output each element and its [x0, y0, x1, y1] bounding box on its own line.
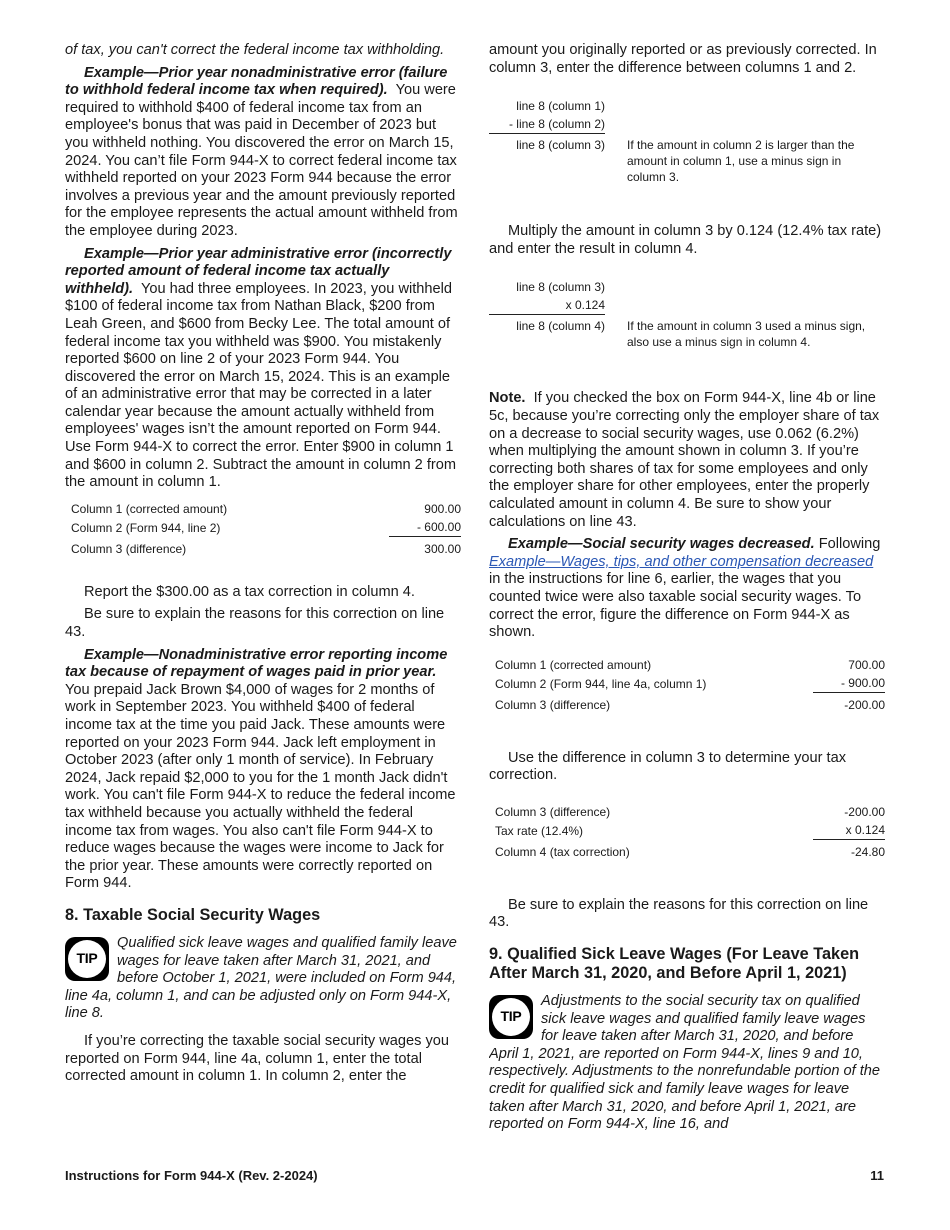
- tip-icon: [65, 937, 109, 981]
- row-value: - 900.00: [813, 674, 885, 693]
- note-label: Note.: [489, 390, 526, 407]
- table-row: [495, 840, 885, 861]
- report-paragraph: Report the $300.00 as a tax correction in column 4.: [84, 583, 415, 600]
- tip-box-section-8: [65, 935, 461, 1023]
- row-value: - 600.00: [389, 518, 461, 537]
- calc-line: line 8 (column 3): [516, 280, 605, 295]
- row-value: 700.00: [848, 657, 885, 672]
- calc-line: - line 8 (column 2): [489, 115, 605, 134]
- row-value: 300.00: [424, 541, 461, 556]
- table-row: [495, 674, 885, 693]
- left-column: [65, 42, 461, 1091]
- example-body: You had three employees. In 2023, you withheld $100 of federal income tax from Nathan Black, $200 from Leah Green, and $600 from Becky Lee. The total amount of federal income tax you withheld was $900. You mistakenly reported $600 on line 2 of your 2023 Form 944. You discovered the error on March 15, 2024. This is an example of an administrative error that may be corrected in a later calendar year because the amount actually withheld from employees' wages isn’t the amount reported on Form 944. Use Form 944-X to correct the error. Enter $900 in column 1 and $600 in column 2. Subtract the amount in column 2 from the amount in column 1.: [65, 280, 457, 491]
- table-row: [71, 518, 461, 537]
- calc-row: [489, 134, 885, 185]
- row-value: -200.00: [844, 804, 885, 819]
- calc-line: x 0.124: [489, 296, 605, 315]
- example-heading: Example—Nonadministrative error reporting income tax because of repayment of wages paid in prior year.: [65, 646, 448, 681]
- calc-line: line 8 (column 3): [516, 138, 605, 153]
- calc-note: If the amount in column 2 is larger than the amount in column 1, use a minus sign in column 3.: [627, 138, 855, 185]
- correcting-paragraph: If you’re correcting the taxable social security wages you reported on Form 944, line 4a, column 1, enter the total corrected amount in column 1. In column 2, enter the: [65, 1032, 450, 1085]
- tip-box-section-9: [489, 993, 885, 1134]
- table-row: [495, 803, 885, 821]
- right-column: [489, 42, 885, 1144]
- note-paragraph: [489, 390, 885, 531]
- example-body: You were required to withhold $400 of federal income tax from an employee's bonus that was paid in December of 2023 but you withheld nothing. You discovered the error on March 15, 2024. You can’t file Form 944-X to correct federal income tax withheld reported on your 2023 Form 944 because the error involves a previous year and the amount previously reported for the employee represents the actual amount withheld from the employee during 2023.: [65, 82, 458, 239]
- table-row: [495, 656, 885, 674]
- explain-paragraph: Be sure to explain the reasons for this correction on line 43.: [489, 896, 869, 931]
- line8-calc-2: [489, 278, 885, 350]
- example-body: You prepaid Jack Brown $4,000 of wages for 2 months of work in September 2023. You withheld $400 of federal income tax at the time you paid Jack. These amounts were reported on your 2023 Form 944. Jack left employment in October 2023 (after only 1 month of service). In February 2024, Jack repaid $2,000 to you for the 1 month Jack didn't work. You can't file Form 944-X to reduce the federal income tax withheld because you actually withheld the federal income tax from wages. You also can't file Form 944-X to reduce wages because the wages were income to Jack for the prior year. These amounts were correctly reported on Form 944.: [65, 681, 456, 892]
- example-ss-wages-decreased: [489, 536, 885, 642]
- note-body: If you checked the box on Form 944-X, line 4b or line 5c, because you’re correcting only the employer share of tax on a decrease to social security wages, use 0.062 (6.2%) when multiplying the amount shown in column 3. If you’re correcting both shares of tax for some employees and only the employer share for other employees, enter the properly calculated amount in column 4. Be sure to show your calculations on line 43.: [489, 390, 880, 530]
- example-prior-year-nonadmin: [65, 65, 461, 241]
- footer-title: Instructions for Form 944-X (Rev. 2-2024): [65, 1168, 318, 1183]
- tip-icon: [489, 995, 533, 1039]
- row-label: Column 3 (difference): [495, 804, 611, 819]
- calc-line: line 8 (column 1): [516, 99, 605, 114]
- page-number: 11: [870, 1168, 884, 1183]
- row-value: 900.00: [424, 501, 461, 516]
- continued-paragraph: amount you originally reported or as previously corrected. In column 3, enter the difference between columns 1 and 2.: [489, 42, 877, 76]
- tip-icon-label: TIP: [68, 940, 106, 978]
- table-row: [71, 500, 461, 518]
- table-row: [495, 693, 885, 714]
- example-heading: Example—Social security wages decreased.: [508, 536, 815, 553]
- use-difference-paragraph: Use the difference in column 3 to determine your tax correction.: [489, 749, 847, 784]
- tip-text: Qualified sick leave wages and qualified family leave wages for leave taken after March 31, 2021, and before October 1, 2021, were included on Form 944, line 4a, column 1, and can be adjusted only on Form 944-X, line 8.: [65, 934, 457, 1022]
- multiply-paragraph: Multiply the amount in column 3 by 0.124 (12.4% tax rate) and enter the result in column 4.: [489, 223, 882, 257]
- calc-row: [489, 115, 885, 134]
- example-repayment-wages: [65, 647, 461, 893]
- section-8-title: 8. Taxable Social Security Wages: [65, 905, 321, 924]
- tip-icon-label: TIP: [492, 998, 530, 1036]
- calc-row: [489, 296, 885, 315]
- row-label: Column 2 (Form 944, line 2): [71, 520, 221, 535]
- correction-table-2: [489, 656, 885, 714]
- calc-note: If the amount in column 3 used a minus sign, also use a minus sign in column 4.: [627, 319, 866, 350]
- row-label: Column 4 (tax correction): [495, 844, 630, 859]
- calc-row: [489, 97, 885, 115]
- tax-correction-table: [489, 803, 885, 861]
- calc-row: [489, 278, 885, 296]
- example-wages-link[interactable]: Example—Wages, tips, and other compensation decreased: [489, 553, 874, 570]
- tip-text: Adjustments to the social security tax on qualified sick leave wages and qualified family leave wages for leave taken after March 31, 2020, and before April 1, 2021, are reported on Form 944-X, lines 9 and 10, respectively. Adjustments to the nonrefundable portion of the credit for qualified sick and family leave wages for leave taken after March 31, 2020, and before April 1, 2021, are reported on Form 944-X, line 16, and: [489, 993, 881, 1133]
- row-value: -24.80: [850, 844, 885, 859]
- row-value: -200.00: [844, 697, 885, 712]
- correction-table-1: [65, 500, 461, 558]
- table-row: [71, 537, 461, 558]
- example-heading: Example—Prior year administrative error (incorrectly reported amount of federal income tax actually withheld).: [65, 245, 452, 297]
- explain-paragraph: Be sure to explain the reasons for this correction on line 43.: [65, 606, 445, 641]
- row-label: Column 3 (difference): [71, 541, 187, 556]
- row-label: Column 3 (difference): [495, 697, 611, 712]
- section-9-title: 9. Qualified Sick Leave Wages (For Leave Taken After March 31, 2020, and Before April 1, 2021): [489, 945, 860, 983]
- row-label: Column 1 (corrected amount): [71, 501, 228, 516]
- table-row: [495, 821, 885, 840]
- row-label: Tax rate (12.4%): [495, 823, 584, 838]
- line8-calc-1: [489, 97, 885, 185]
- row-label: Column 1 (corrected amount): [495, 657, 652, 672]
- intro-paragraph: of tax, you can't correct the federal income tax withholding.: [65, 42, 445, 58]
- calc-row: [489, 315, 885, 350]
- example-heading: Example—Prior year nonadministrative error (failure to withhold federal income tax when required).: [65, 64, 448, 99]
- row-value: x 0.124: [813, 821, 885, 840]
- example-prior-year-admin: [65, 246, 461, 492]
- calc-line: line 8 (column 4): [516, 319, 605, 334]
- row-label: Column 2 (Form 944, line 4a, column 1): [495, 676, 707, 691]
- example-body: in the instructions for line 6, earlier, the wages that you counted twice were also taxable social security wages. To correct the error, figure the difference on Form 944-X as shown.: [489, 571, 862, 641]
- example-pre-text: Following: [818, 536, 881, 553]
